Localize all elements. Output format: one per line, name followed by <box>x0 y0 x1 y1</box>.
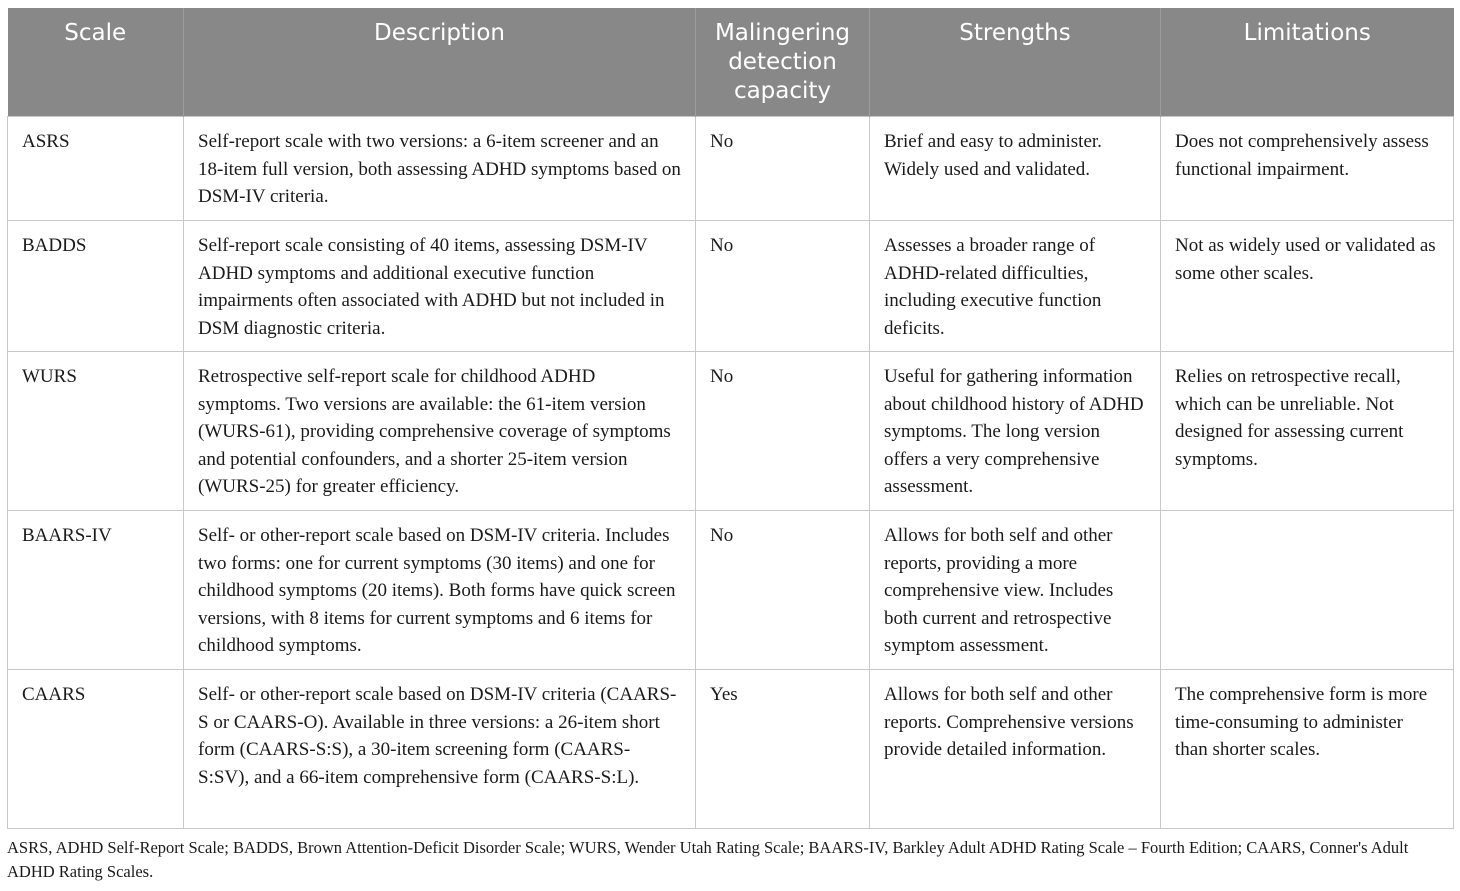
table-row <box>8 352 1454 511</box>
table-row <box>8 117 1454 221</box>
cell-scale: BADDS <box>8 221 184 352</box>
cell-malingering: Yes <box>696 670 870 829</box>
header-malingering: Malingering detection capacity <box>696 8 870 117</box>
cell-limitations: The comprehensive form is more time-consuming to administer than shorter scales. <box>1161 670 1454 829</box>
cell-strengths: Useful for gathering information about childhood history of ADHD symptoms. The long version offers a very comprehensive assessment. <box>870 352 1161 511</box>
cell-malingering: No <box>696 352 870 511</box>
cell-strengths: Allows for both self and other reports. Comprehensive versions provide detailed information. <box>870 670 1161 829</box>
cell-strengths: Allows for both self and other reports, providing a more comprehensive view. Includes both current and retrospective symptom assessment. <box>870 511 1161 670</box>
cell-limitations <box>1161 511 1454 670</box>
table-row <box>8 511 1454 670</box>
adhd-scales-table <box>7 8 1454 829</box>
cell-strengths: Brief and easy to administer. Widely used and validated. <box>870 117 1161 221</box>
cell-limitations: Relies on retrospective recall, which can be unreliable. Not designed for assessing current symptoms. <box>1161 352 1454 511</box>
header-scale: Scale <box>8 8 184 117</box>
cell-description: Self-report scale consisting of 40 items, assessing DSM-IV ADHD symptoms and additional executive function impairments often associated with ADHD but not included in DSM diagnostic criteria. <box>184 221 696 352</box>
header-strengths: Strengths <box>870 8 1161 117</box>
cell-scale: ASRS <box>8 117 184 221</box>
table-header-row <box>8 8 1454 117</box>
table-row <box>8 221 1454 352</box>
table-footnote: ASRS, ADHD Self-Report Scale; BADDS, Brown Attention-Deficit Disorder Scale; WURS, Wender Utah Rating Scale; BAARS-IV, Barkley Adult ADHD Rating Scale – Fourth Edition; CAARS, Conner's Adult ADHD Rating Scales. <box>7 838 1409 881</box>
header-description: Description <box>184 8 696 117</box>
cell-description: Self-report scale with two versions: a 6-item screener and an 18-item full version, both assessing ADHD symptoms based on DSM-IV criteria. <box>184 117 696 221</box>
cell-limitations: Not as widely used or validated as some other scales. <box>1161 221 1454 352</box>
cell-malingering: No <box>696 221 870 352</box>
cell-malingering: No <box>696 117 870 221</box>
cell-limitations: Does not comprehensively assess functional impairment. <box>1161 117 1454 221</box>
header-limitations: Limitations <box>1161 8 1454 117</box>
cell-scale: CAARS <box>8 670 184 829</box>
cell-scale: BAARS-IV <box>8 511 184 670</box>
cell-description: Self- or other-report scale based on DSM-IV criteria. Includes two forms: one for current symptoms (30 items) and one for childhood symptoms (20 items). Both forms have quick screen versions, with 8 items for current symptoms and 6 items for childhood symptoms. <box>184 511 696 670</box>
cell-description: Self- or other-report scale based on DSM-IV criteria (CAARS-S or CAARS-O). Available in three versions: a 26-item short form (CAARS-S:S), a 30-item screening form (CAARS-S:SV), and a 66-item comprehensive form (CAARS-S:L). <box>184 670 696 829</box>
cell-strengths: Assesses a broader range of ADHD-related difficulties, including executive function deficits. <box>870 221 1161 352</box>
table-container <box>7 8 1453 829</box>
table-row <box>8 670 1454 829</box>
cell-scale: WURS <box>8 352 184 511</box>
cell-description: Retrospective self-report scale for childhood ADHD symptoms. Two versions are available: the 61-item version (WURS-61), providing comprehensive coverage of symptoms and potential confounders, and a shorter 25-item version (WURS-25) for greater efficiency. <box>184 352 696 511</box>
cell-malingering: No <box>696 511 870 670</box>
